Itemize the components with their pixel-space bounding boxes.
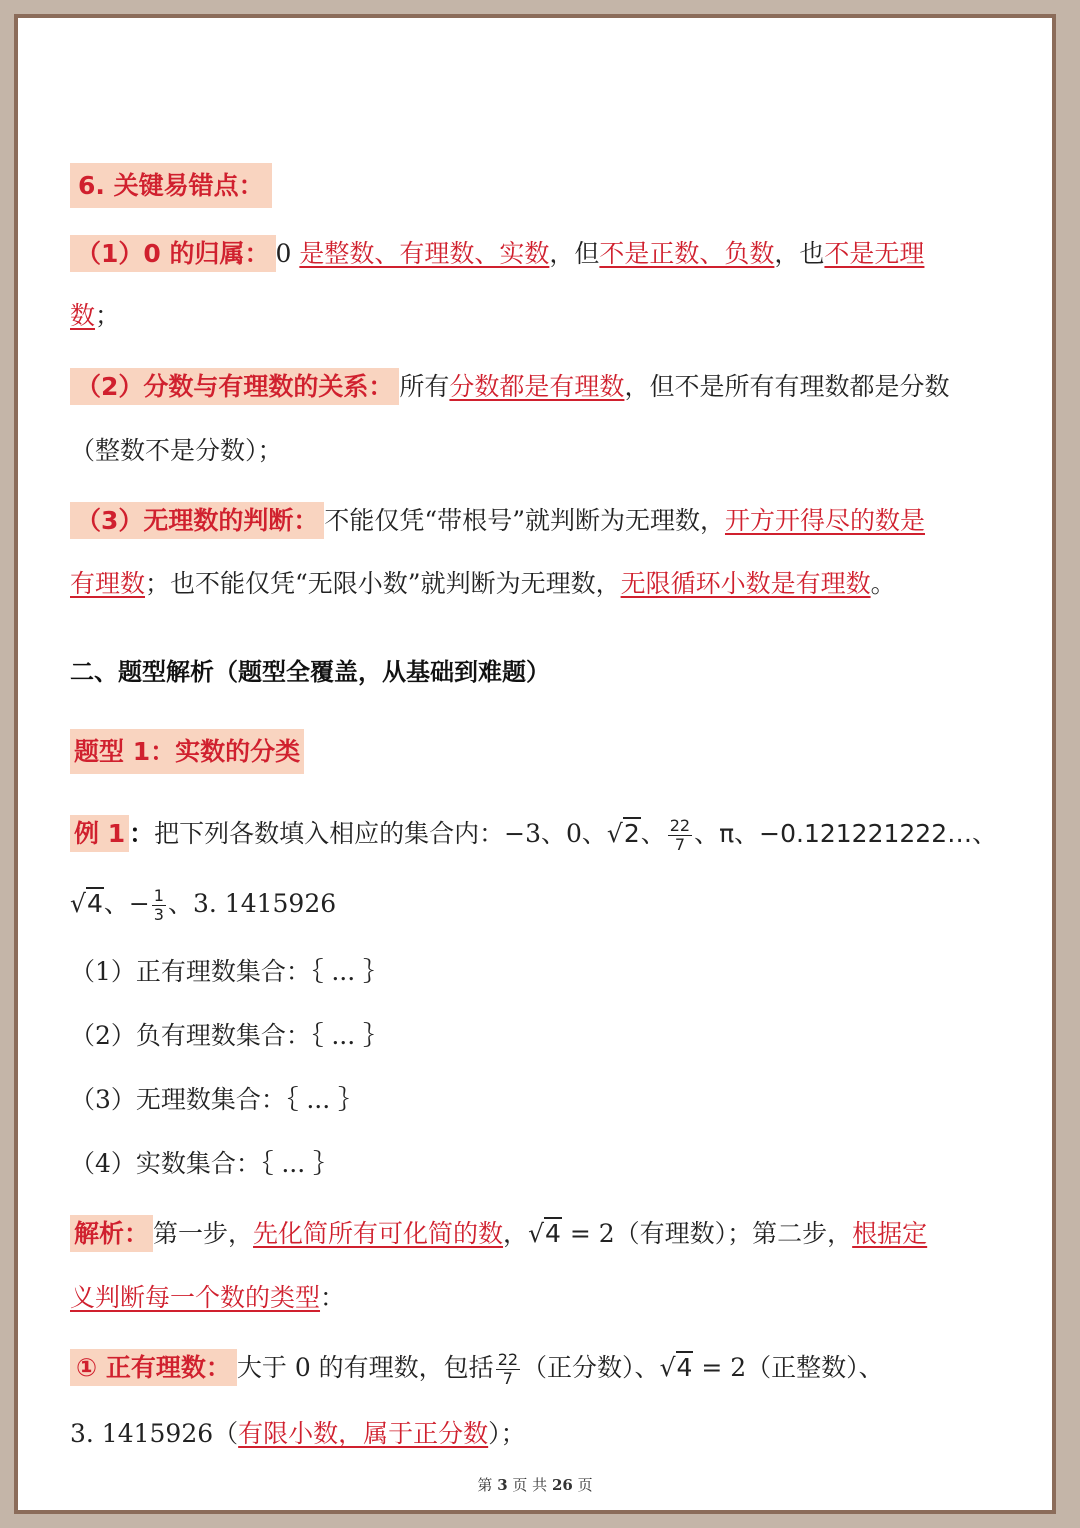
type-1-heading: 题型 1：实数的分类: [70, 734, 304, 770]
sqrt-4: √4: [70, 889, 103, 918]
sqrt-4: √4: [659, 1353, 693, 1382]
analysis-line-1: 解析： 第一步，先化简所有可化简的数，√4 = 2（有理数）；第二步，根据定: [70, 1216, 927, 1252]
example-1-line-2: √4、− $\frac{1}{3}$ 、3. 1415926: [70, 886, 337, 924]
fraction-1-3: $\frac{1}{3}$: [153, 886, 164, 924]
example-1-line-1: 例 1 ：把下列各数填入相应的集合内：−3、0、√2、 $\frac{22}{7}$ 、π、−0.121221222…、: [70, 816, 997, 854]
positive-rational-line-2: 3. 1415926（有限小数，属于正分数）；: [70, 1419, 526, 1448]
fraction-22-7: $\frac{22}{7}$: [669, 816, 691, 854]
sqrt-4: √4: [528, 1219, 561, 1248]
document-page: [14, 14, 1056, 1514]
set-1: （1）正有理数集合：｛ ... ｝: [70, 957, 389, 986]
set-2: （2）负有理数集合：｛ ... ｝: [70, 1021, 389, 1050]
page-footer: 第 3 页 共 26 页: [477, 1476, 593, 1494]
sqrt-2: √2: [606, 819, 640, 848]
point-2-line-2: （整数不是分数）；: [70, 436, 283, 465]
section-2-heading: 二、题型解析（题型全覆盖，从基础到难题）: [70, 658, 550, 686]
analysis-line-2: 义判断每一个数的类型：: [70, 1283, 346, 1312]
point-2-line-1: （2）分数与有理数的关系： 所有分数都是有理数，但不是所有有理数都是分数: [70, 369, 949, 405]
point-1-line-2: 数；: [70, 301, 121, 330]
point-3-line-1: （3）无理数的判断： 不能仅凭“带根号”就判断为无理数，开方开得尽的数是: [70, 503, 925, 539]
positive-rational-line-1: ① 正有理数： 大于 0 的有理数，包括 $\frac{22}{7}$ （正分数）、√4 = 2（正整数）、: [70, 1350, 884, 1388]
point-3-line-2: 有理数；也不能仅凭“无限小数”就判断为无理数，无限循环小数是有理数。: [70, 569, 896, 598]
point-1-line-1: （1）0 的归属： 0 是整数、有理数、实数，但不是正数、负数，也不是无理: [70, 236, 924, 272]
set-3: （3）无理数集合：｛ ... ｝: [70, 1085, 364, 1114]
set-4: （4）实数集合：｛ ... ｝: [70, 1149, 339, 1178]
fraction-22-7: $\frac{22}{7}$: [497, 1350, 519, 1388]
section-6-heading: 6. 关键易错点：: [70, 168, 272, 204]
